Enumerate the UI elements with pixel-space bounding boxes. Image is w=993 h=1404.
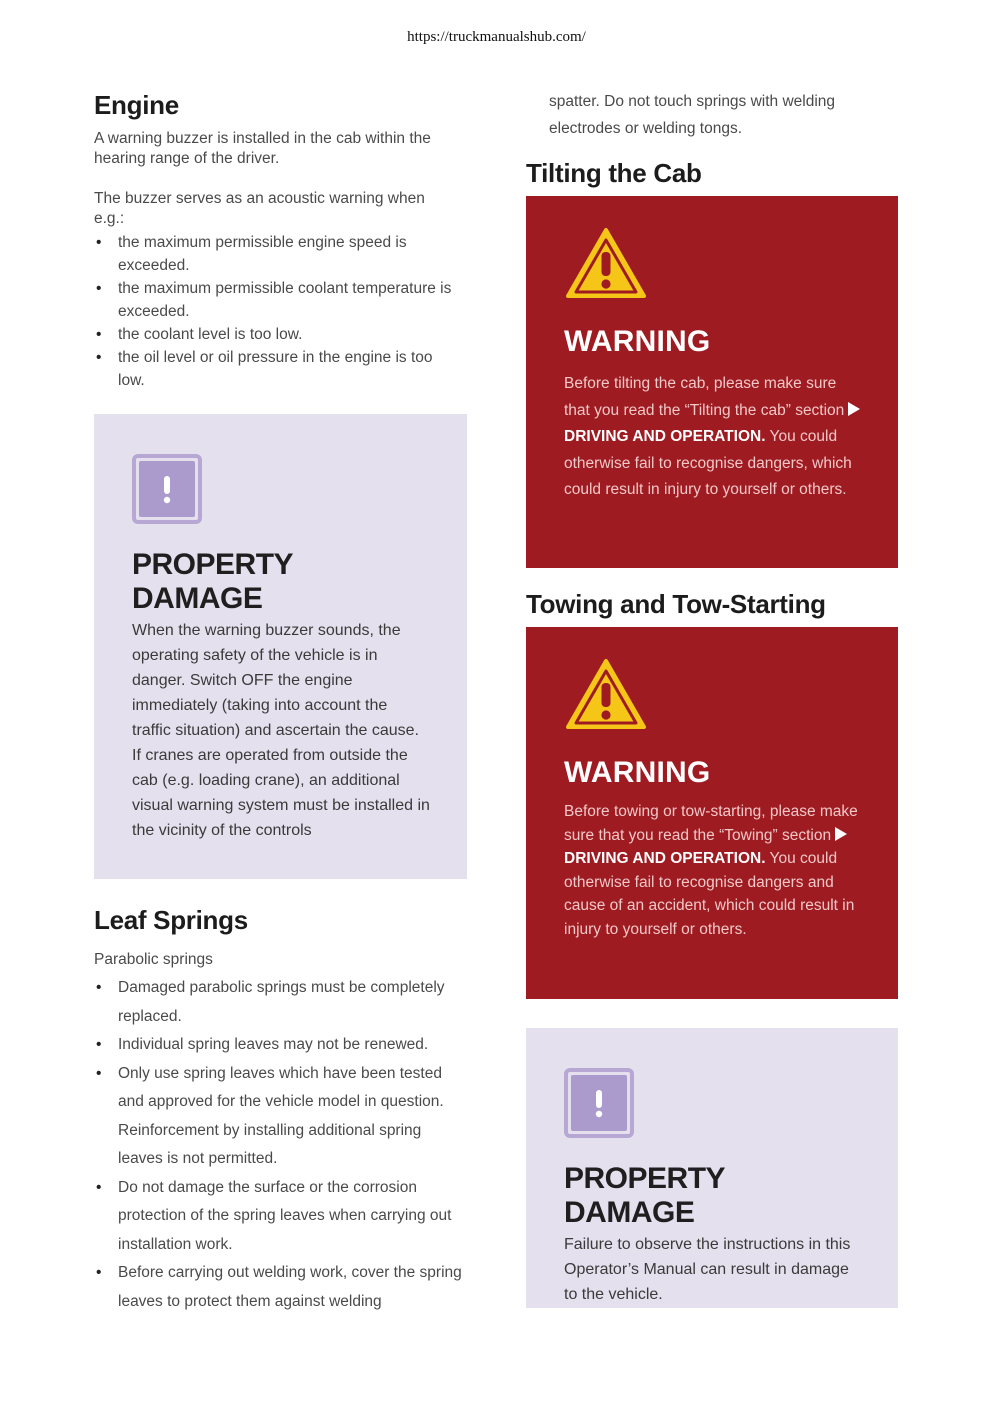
list-item: • Do not damage the surface or the corrosion protection of the spring leaves when carrying out installation work. <box>94 1174 467 1260</box>
list-item: • the maximum permissible engine speed is exceeded. <box>94 231 459 277</box>
bullet-icon: • <box>96 280 102 297</box>
warning-triangle-icon <box>564 657 648 731</box>
right-column <box>526 88 898 1308</box>
engine-intro: A warning buzzer is installed in the cab within the hearing range of the driver. <box>94 130 431 167</box>
bullet-icon: • <box>96 326 102 343</box>
notice-title: PROPERTY DAMAGE <box>564 1162 725 1229</box>
cross-reference-link[interactable]: DRIVING AND OPERATION. <box>564 428 766 445</box>
warning-text: Before tilting the cab, please make sure that you read the “Tilting the cab” sectionDRIVING AND OPERATION. You could otherwise fail to recognise dangers, which could result in injury to yourself or others. <box>564 371 864 504</box>
exclamation-icon <box>564 1068 634 1138</box>
leaf-springs-bullet-list <box>94 974 467 1316</box>
list-item: • the maximum permissible coolant temperature is exceeded. <box>94 277 459 323</box>
warning-title: WARNING <box>564 325 711 358</box>
list-item: • the oil level or oil pressure in the engine is too low. <box>94 346 459 392</box>
bullet-icon: • <box>96 1178 102 1196</box>
warning-text: Before towing or tow-starting, please make sure that you read the “Towing” sectionDRIVING AND OPERATION. You could otherwise fail to recognise dangers and cause of an accident, which could result in injury to yourself or others. <box>564 803 858 938</box>
section-title-towing: Towing and Tow-Starting <box>526 589 826 619</box>
section-title-tilting: Tilting the Cab <box>526 158 702 188</box>
section-title-engine: Engine <box>94 90 179 120</box>
property-damage-notice <box>94 414 467 879</box>
bullet-icon: • <box>96 1036 102 1053</box>
leaf-springs-continuation: spatter. Do not touch springs with welding electrodes or welding tongs. <box>549 93 836 137</box>
bullet-icon: • <box>96 349 102 366</box>
list-item: • Damaged parabolic springs must be completely replaced. <box>94 974 467 1031</box>
engine-bullet-list <box>94 231 459 392</box>
left-column <box>94 88 467 1316</box>
list-item: • Before carrying out welding work, cover the spring leaves to protect them against welding <box>94 1259 467 1316</box>
notice-text: Failure to observe the instructions in this Operator’s Manual can result in damage to the vehicle. <box>564 1236 851 1303</box>
arrow-right-icon <box>848 402 860 416</box>
property-damage-notice <box>526 1028 898 1308</box>
bullet-icon: • <box>96 234 102 251</box>
leaf-springs-subtitle: Parabolic springs <box>94 951 213 968</box>
list-item: • the coolant level is too low. <box>94 323 459 346</box>
engine-lead: The buzzer serves as an acoustic warning when e.g.: <box>94 190 425 227</box>
list-item: • Only use spring leaves which have been tested and approved for the vehicle model in question. Reinforcement by installing additional spring leaves is not permitted. <box>94 1060 467 1174</box>
list-item: • Individual spring leaves may not be renewed. <box>94 1031 467 1060</box>
page-url: https://truckmanualshub.com/ <box>407 29 586 45</box>
arrow-right-icon <box>835 827 847 841</box>
warning-notice-towing <box>526 627 898 999</box>
section-title-leaf-springs: Leaf Springs <box>94 905 248 935</box>
exclamation-icon <box>132 454 202 524</box>
warning-notice-tilting <box>526 196 898 568</box>
cross-reference-link[interactable]: DRIVING AND OPERATION. <box>564 850 766 867</box>
bullet-icon: • <box>96 979 102 996</box>
notice-text: If cranes are operated from outside the cab (e.g. loading crane), an additional visual warning system must be installed in the vicinity of the controls <box>132 747 430 839</box>
warning-title: WARNING <box>564 756 711 789</box>
bullet-icon: • <box>96 1064 102 1082</box>
bullet-icon: • <box>96 1264 102 1281</box>
warning-triangle-icon <box>564 226 648 300</box>
notice-text: When the warning buzzer sounds, the operating safety of the vehicle is in danger. Switch OFF the engine immediately (taking into account the traffic situation) and ascertain the cause. <box>132 622 419 739</box>
notice-title: PROPERTY DAMAGE <box>132 548 293 615</box>
